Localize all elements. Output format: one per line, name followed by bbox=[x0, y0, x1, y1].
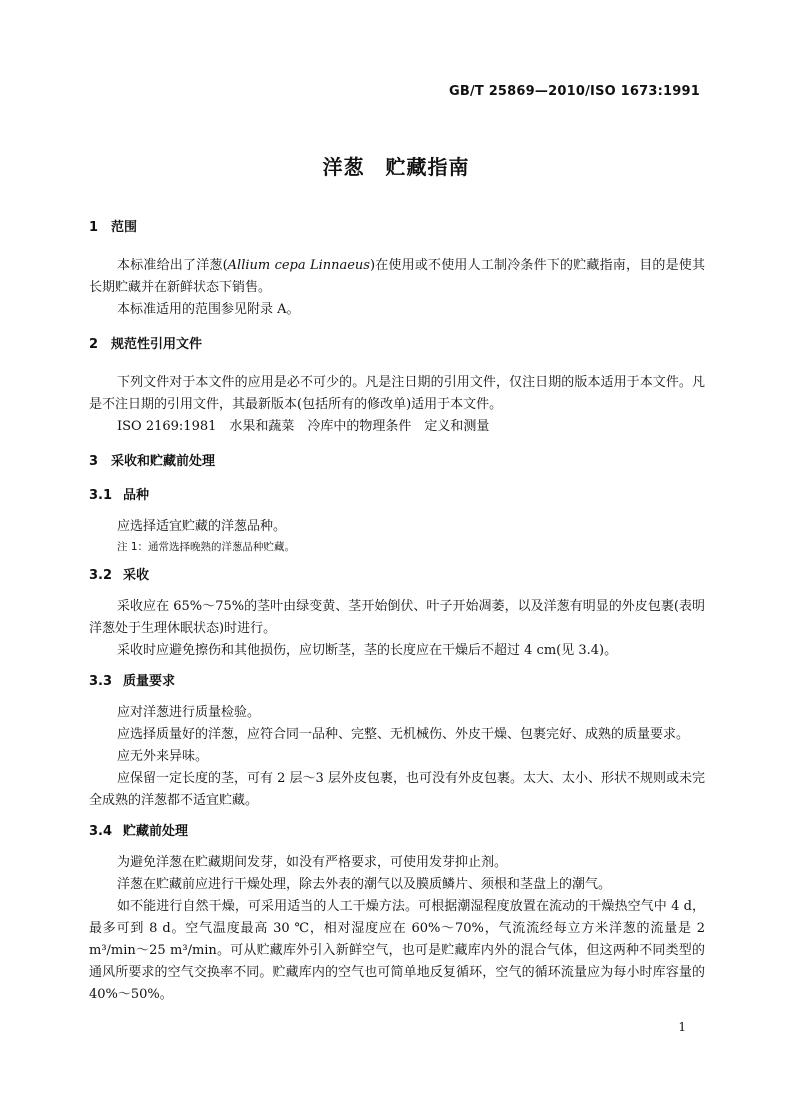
paragraph: 采收应在 65%～75%的茎叶由绿变黄、茎开始倒伏、叶子开始凋萎，以及洋葱有明显的外皮包裹(表明洋葱处于生理休眠状态)时进行。 bbox=[89, 599, 705, 636]
paragraph: 应对洋葱进行质量检验。 bbox=[117, 705, 261, 720]
section-3-heading bbox=[89, 452, 705, 472]
paragraph: 采收时应避免擦伤和其他损伤，应切断茎，茎的长度应在干燥后不超过 4 cm(见 3.4)。 bbox=[117, 643, 618, 658]
section-number: 3.4 bbox=[89, 824, 113, 839]
section-title: 范围 bbox=[111, 220, 138, 235]
section-number: 3.3 bbox=[89, 674, 113, 689]
section-3-4-heading bbox=[89, 822, 705, 842]
paragraph: 为避免洋葱在贮藏期间发芽，如没有严格要求，可使用发芽抑止剂。 bbox=[117, 855, 508, 870]
paragraph: 应选择质量好的洋葱，应符合同一品种、完整、无机械伤、外皮干燥、包裹完好、成熟的质量要求。 bbox=[117, 727, 690, 742]
page-number: 1 bbox=[678, 1020, 686, 1034]
section-title: 规范性引用文件 bbox=[111, 337, 203, 352]
note: 注 1：通常选择晚熟的洋葱品种贮藏。 bbox=[117, 541, 296, 553]
paragraph: 下列文件对于本文件的应用是必不可少的。凡是注日期的引用文件，仅注日期的版本适用于本文件。凡是不注日期的引用文件，其最新版本(包括所有的修改单)适用于本文件。 bbox=[89, 375, 705, 412]
section-number: 3 bbox=[89, 454, 99, 469]
section-number: 2 bbox=[89, 337, 99, 352]
section-number: 1 bbox=[89, 220, 99, 235]
section-title: 品种 bbox=[123, 488, 150, 503]
section-title: 质量要求 bbox=[123, 674, 176, 689]
text-run: 本标准给出了洋葱( bbox=[117, 258, 228, 273]
section-title: 采收和贮藏前处理 bbox=[111, 454, 216, 469]
paragraph: 应保留一定长度的茎，可有 2 层～3 层外皮包裹，也可没有外皮包裹。太大、太小、形状不规则或未完全成熟的洋葱都不适宜贮藏。 bbox=[89, 771, 705, 808]
paragraph: 应选择适宜贮藏的洋葱品种。 bbox=[117, 519, 287, 534]
section-number: 3.2 bbox=[89, 568, 113, 583]
section-1-heading bbox=[89, 218, 705, 238]
page-title: 洋葱 贮藏指南 bbox=[322, 155, 470, 179]
paragraph: 本标准适用的范围参见附录 A。 bbox=[117, 302, 300, 317]
section-3-1-heading bbox=[89, 486, 705, 506]
paragraph: 洋葱在贮藏前应进行干燥处理，除去外表的潮气以及膜质鳞片、须根和茎盘上的潮气。 bbox=[117, 877, 612, 892]
section-3-2-heading bbox=[89, 566, 705, 586]
section-3-3-heading bbox=[89, 672, 705, 692]
section-title: 采收 bbox=[123, 568, 150, 583]
document-body bbox=[89, 218, 705, 1006]
paragraph: 如不能进行自然干燥，可采用适当的人工干燥方法。可根据潮湿程度放置在流动的干燥热空气中 4 d，最多可到 8 d。空气温度最高 30 ℃，相对湿度应在 60%～70%，气流流经每立方米洋葱的流量是 2 m³/min～25 m³/min。可从贮藏库外引入新鲜空气，也可是贮藏库内外的混合气体，但这两种不同类型的通风所要求的空气交换率不同。贮藏库内的空气也可简单地反复循环，空气的循环流量应为每小时库容量的 40%～50%。 bbox=[89, 899, 705, 1002]
section-title: 贮藏前处理 bbox=[123, 824, 189, 839]
paragraph bbox=[89, 255, 705, 299]
standard-code: GB/T 25869—2010/ISO 1673:1991 bbox=[448, 84, 700, 99]
section-2-heading bbox=[89, 335, 705, 355]
paragraph: 应无外来异味。 bbox=[117, 749, 209, 764]
text-run: )在使用或不使用人工制冷条件下的贮藏指南，目的是使其长期贮藏并在新鲜状态下销售。 bbox=[89, 258, 705, 295]
section-number: 3.1 bbox=[89, 488, 113, 503]
paragraph: ISO 2169:1981 水果和蔬菜 冷库中的物理条件 定义和测量 bbox=[117, 419, 490, 434]
latin-name: Allium cepa Linnaeus bbox=[227, 258, 370, 273]
